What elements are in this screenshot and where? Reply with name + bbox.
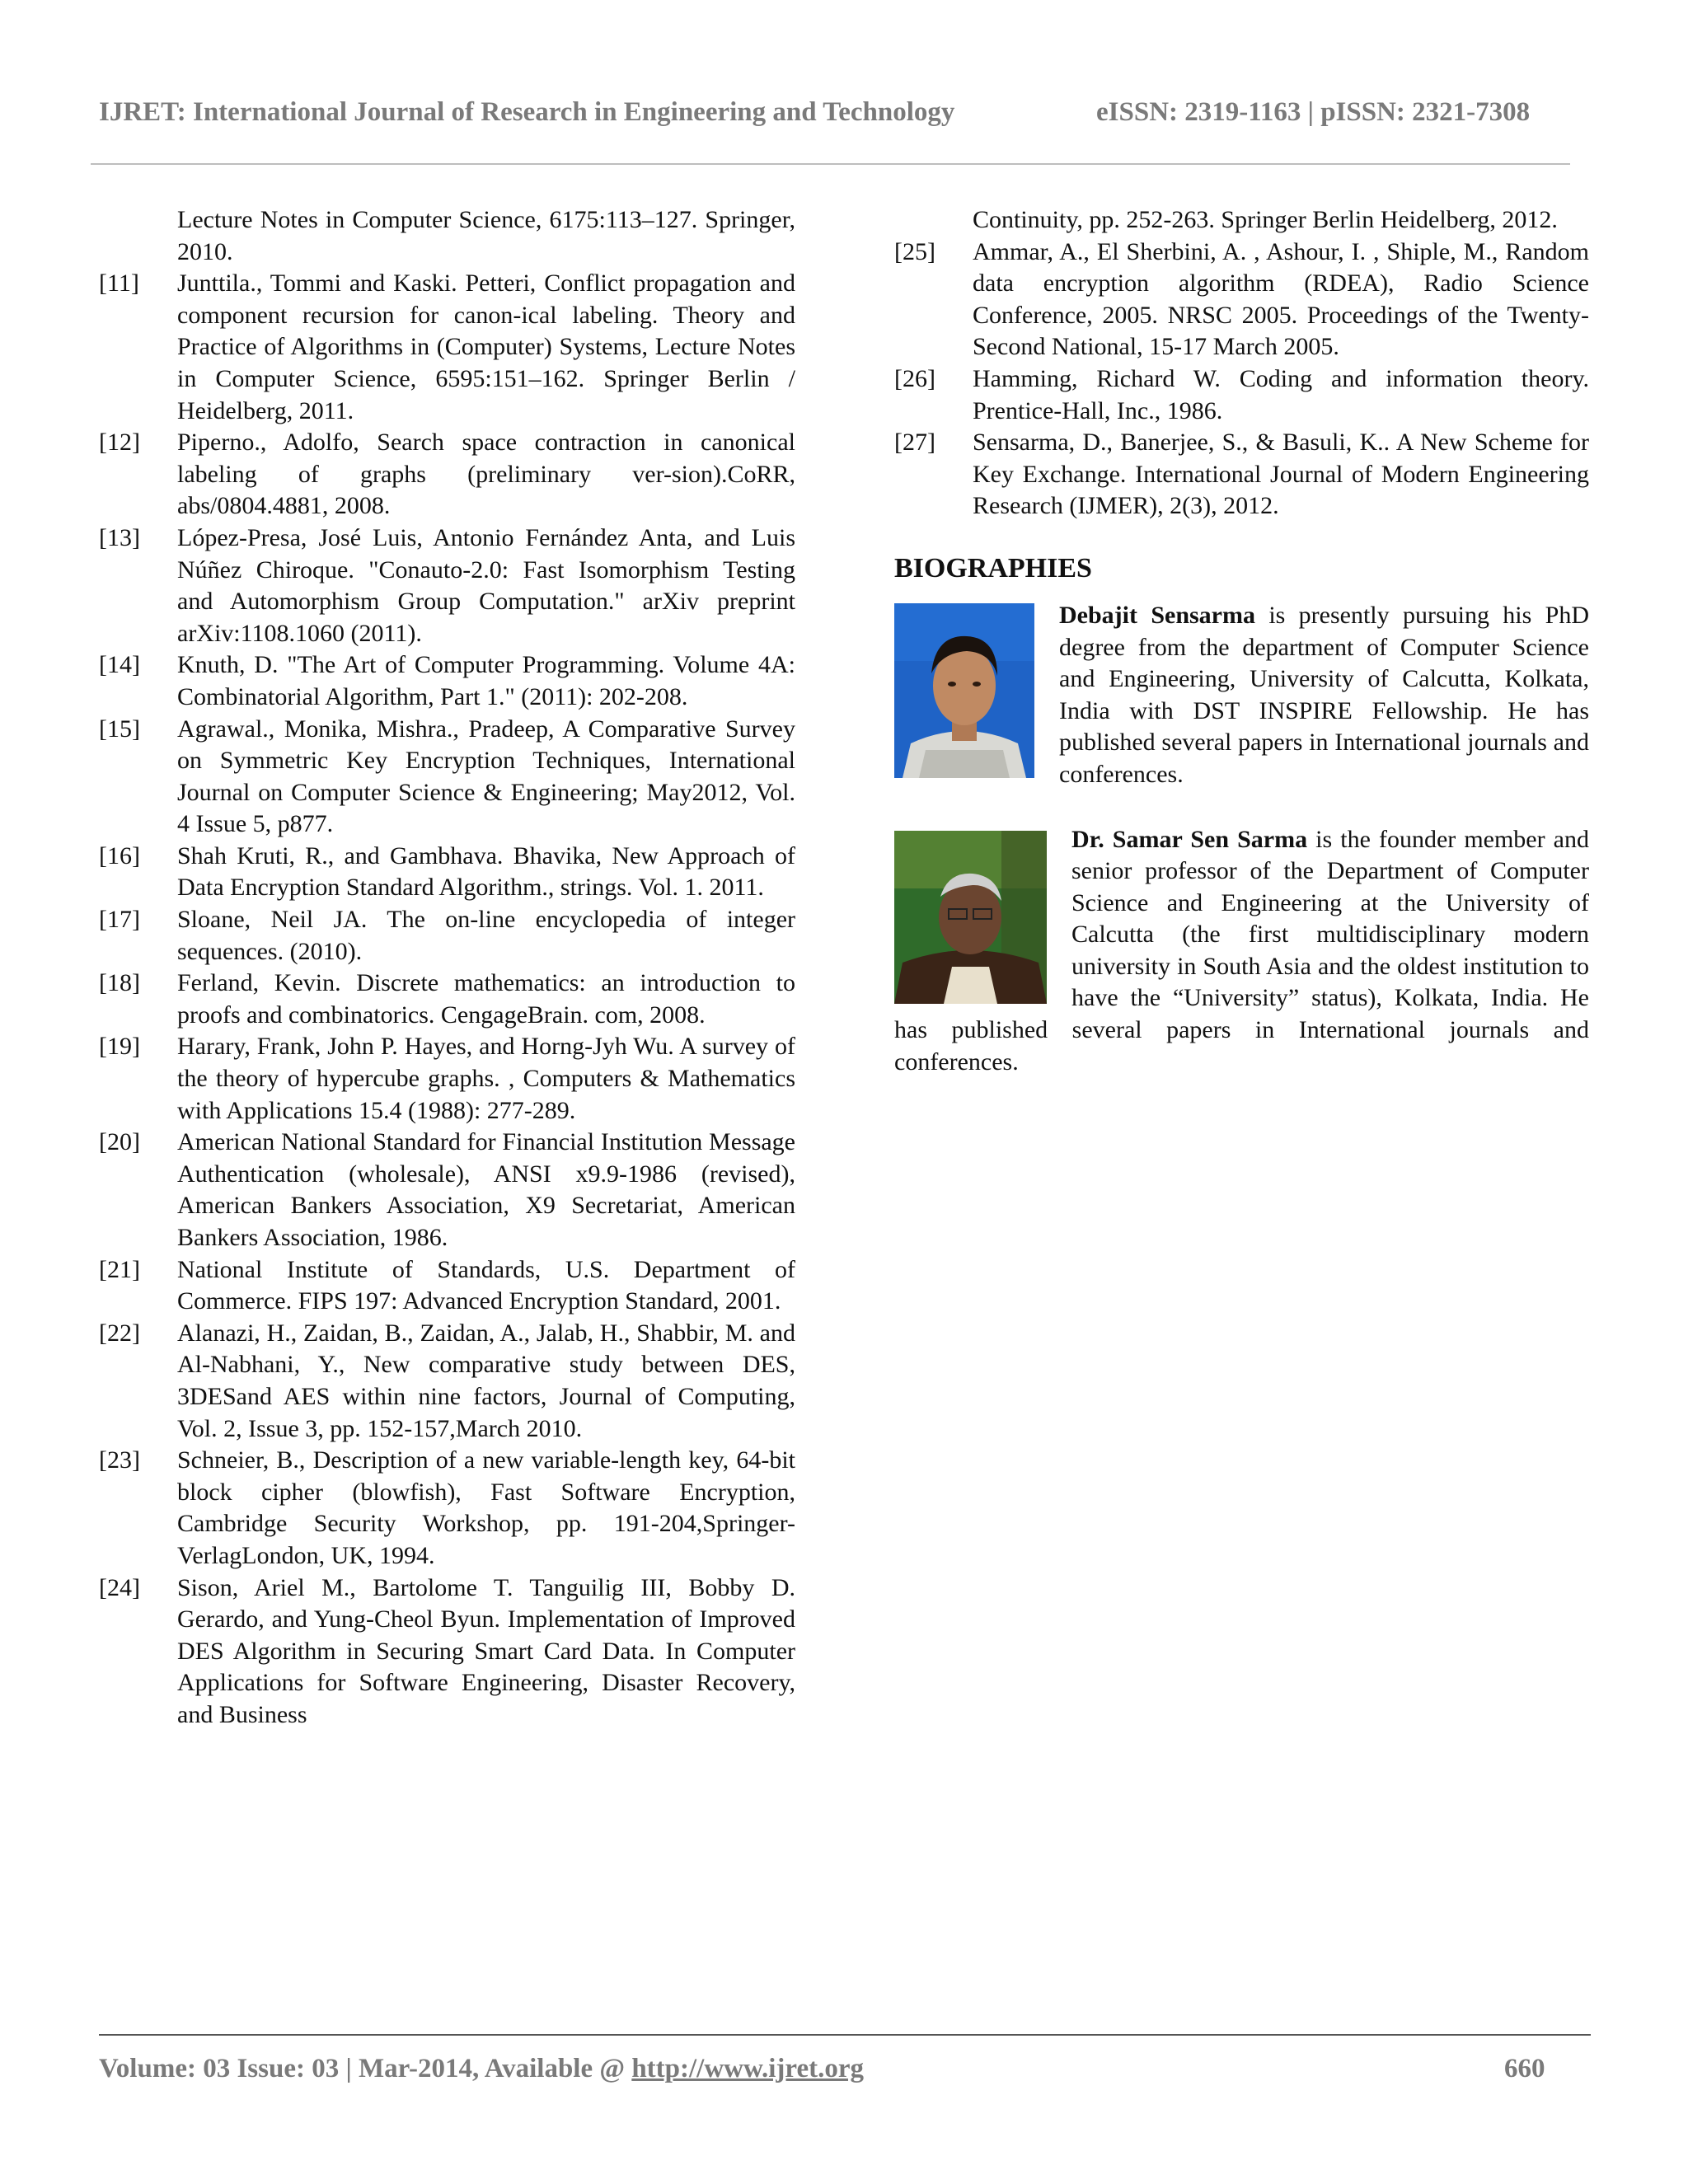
reference-item xyxy=(99,841,795,904)
reference-item xyxy=(99,714,795,841)
footer-rule xyxy=(99,2034,1591,2036)
reference-item xyxy=(894,427,1589,523)
reference-text: Lecture Notes in Computer Science, 6175:113–127. Springer, 2010. xyxy=(177,206,795,265)
reference-number: [19] xyxy=(99,1033,140,1061)
reference-list-left xyxy=(99,268,795,1731)
biography-text: is the founder member and senior professor of the Department of Computer Science and Engineering at the University of Calcutta (the first multidisciplinary modern university in South Asia and the oldest institution to have the “University” status), Kolkata, India. He has published several papers in International journals and conferences. xyxy=(894,825,1589,1076)
biography-sen-sarma xyxy=(894,824,1589,1079)
reference-item xyxy=(99,523,795,649)
reference-item xyxy=(99,268,795,427)
reference-number: [18] xyxy=(99,969,140,997)
left-column xyxy=(99,204,795,1732)
reference-text: Harary, Frank, John P. Hayes, and Horng-Jyh Wu. A survey of the theory of hypercube graphs. , Computers & Mathematics with Applications 15.4 (1988): 277-289. xyxy=(177,1033,795,1124)
reference-number: [16] xyxy=(99,841,140,869)
reference-item xyxy=(894,363,1589,427)
reference-text: Junttila., Tommi and Kaski. Petteri, Conflict propagation and component recursion for canon-ical labeling. Theory and Practice of Algorithms in (Computer) Systems, Lecture Notes in Computer Science, 6595:151–162. Springer Berlin / Heidelberg, 2011. xyxy=(177,269,795,424)
page-footer xyxy=(99,2054,1582,2084)
journal-title: IJRET: International Journal of Research in Engineering and Technology xyxy=(99,97,955,127)
reference-number: [21] xyxy=(99,1255,140,1283)
reference-item xyxy=(99,649,795,713)
reference-text: Ferland, Kevin. Discrete mathematics: an introduction to proofs and combinatorics. CengageBrain. com, 2008. xyxy=(177,969,795,1029)
biography-text: is presently pursuing his PhD degree from the department of Computer Science and Engineering, University of Calcutta, Kolkata, India with DST INSPIRE Fellowship. He has published several papers in International journals and conferences. xyxy=(1059,601,1589,788)
reference-item xyxy=(99,1318,795,1445)
issn-info: eISSN: 2319-1163 | pISSN: 2321-7308 xyxy=(1096,97,1531,127)
reference-number: [20] xyxy=(99,1128,140,1156)
reference-item xyxy=(99,968,795,1031)
reference-item xyxy=(99,1254,795,1318)
footer-text: Volume: 03 Issue: 03 | Mar-2014, Available @ xyxy=(99,2054,632,2083)
reference-number: [17] xyxy=(99,906,140,934)
reference-item xyxy=(894,237,1589,363)
reference-list-right xyxy=(894,237,1589,523)
reference-text: Schneier, B., Description of a new variable-length key, 64-bit block cipher (blowfish), Fast Software Encryption, Cambridge Security Workshop, pp. 191-204,Springer-VerlagLondon, UK, 1994. xyxy=(177,1446,795,1569)
page-number: 660 xyxy=(1504,2054,1545,2083)
reference-text: Alanazi, H., Zaidan, B., Zaidan, A., Jalab, H., Shabbir, M. and Al-Nabhani, Y., New comparative study between DES, 3DESand AES within nine factors, Journal of Computing, Vol. 2, Issue 3, pp. 152-157,March 2010. xyxy=(177,1319,795,1442)
journal-link[interactable]: http://www.ijret.org xyxy=(631,2054,864,2083)
reference-text: Agrawal., Monika, Mishra., Pradeep, A Comparative Survey on Symmetric Key Encryption Techniques, International Journal on Computer Science & Engineering; May2012, Vol. 4 Issue 5, p877. xyxy=(177,715,795,838)
reference-number: [11] xyxy=(99,269,139,298)
reference-text: Sensarma, D., Banerjee, S., & Basuli, K.. A New Scheme for Key Exchange. International Journal of Modern Engineering Research (IJMER), 2(3), 2012. xyxy=(973,429,1589,520)
reference-item xyxy=(99,1445,795,1572)
reference-item xyxy=(99,1031,795,1127)
reference-number: [26] xyxy=(894,364,935,392)
reference-text: National Institute of Standards, U.S. Department of Commerce. FIPS 197: Advanced Encryption Standard, 2001. xyxy=(177,1255,795,1315)
biography-name: Debajit Sensarma xyxy=(1059,601,1255,629)
reference-number: [25] xyxy=(894,237,935,265)
reference-continuation xyxy=(99,204,795,268)
reference-text: Piperno., Adolfo, Search space contraction in canonical labeling of graphs (preliminary ver-sion).CoRR, abs/0804.4881, 2008. xyxy=(177,429,795,520)
reference-number: [23] xyxy=(99,1446,140,1474)
reference-text: Shah Kruti, R., and Gambhava. Bhavika, New Approach of Data Encryption Standard Algorithm., strings. Vol. 1. 2011. xyxy=(177,841,795,902)
reference-text: López-Presa, José Luis, Antonio Fernández Anta, and Luis Núñez Chiroque. "Conauto-2.0: Fast Isomorphism Testing and Automorphism Group Computation." arXiv preprint arXiv:1108.1060 (2011). xyxy=(177,523,795,647)
reference-text: Sloane, Neil JA. The on-line encyclopedia of integer sequences. (2010). xyxy=(177,906,795,965)
reference-number: [27] xyxy=(894,429,935,457)
biography-name: Dr. Samar Sen Sarma xyxy=(1071,825,1308,853)
author-photo xyxy=(894,831,1047,1004)
reference-item xyxy=(99,1572,795,1732)
reference-text: American National Standard for Financial Institution Message Authentication (wholesale), ANSI x9.9-1986 (revised), American Bankers Association, X9 Secretariat, American Bankers Association, 1986. xyxy=(177,1128,795,1251)
biography-sensarma xyxy=(894,600,1589,791)
reference-number: [13] xyxy=(99,523,140,551)
reference-text: Knuth, D. "The Art of Computer Programming. Volume 4A: Combinatorial Algorithm, Part 1." (2011): 202-208. xyxy=(177,651,795,710)
reference-continuation xyxy=(894,204,1589,237)
reference-item xyxy=(99,904,795,968)
reference-number: [12] xyxy=(99,429,140,457)
reference-item xyxy=(99,1127,795,1254)
reference-text: Sison, Ariel M., Bartolome T. Tanguilig III, Bobby D. Gerardo, and Yung-Cheol Byun. Implementation of Improved DES Algorithm in Securing Smart Card Data. In Computer Applications for Software Engineering, Disaster Recovery, and Business xyxy=(177,1573,795,1728)
author-photo xyxy=(894,603,1034,778)
reference-number: [15] xyxy=(99,715,140,743)
reference-number: [24] xyxy=(99,1573,140,1601)
reference-text: Ammar, A., El Sherbini, A. , Ashour, I. , Shiple, M., Random data encryption algorithm (RDEA), Radio Science Conference, 2005. NRSC 2005. Proceedings of the Twenty-Second National, 15-17 March 2005. xyxy=(973,237,1589,361)
reference-number: [22] xyxy=(99,1319,140,1347)
reference-text: Continuity, pp. 252-263. Springer Berlin Heidelberg, 2012. xyxy=(973,206,1558,233)
right-column xyxy=(894,204,1589,1078)
biographies-heading: BIOGRAPHIES xyxy=(894,552,1092,583)
header-rule xyxy=(91,163,1570,165)
reference-item xyxy=(99,427,795,523)
reference-text: Hamming, Richard W. Coding and information theory. Prentice-Hall, Inc., 1986. xyxy=(973,364,1589,424)
reference-number: [14] xyxy=(99,651,140,679)
